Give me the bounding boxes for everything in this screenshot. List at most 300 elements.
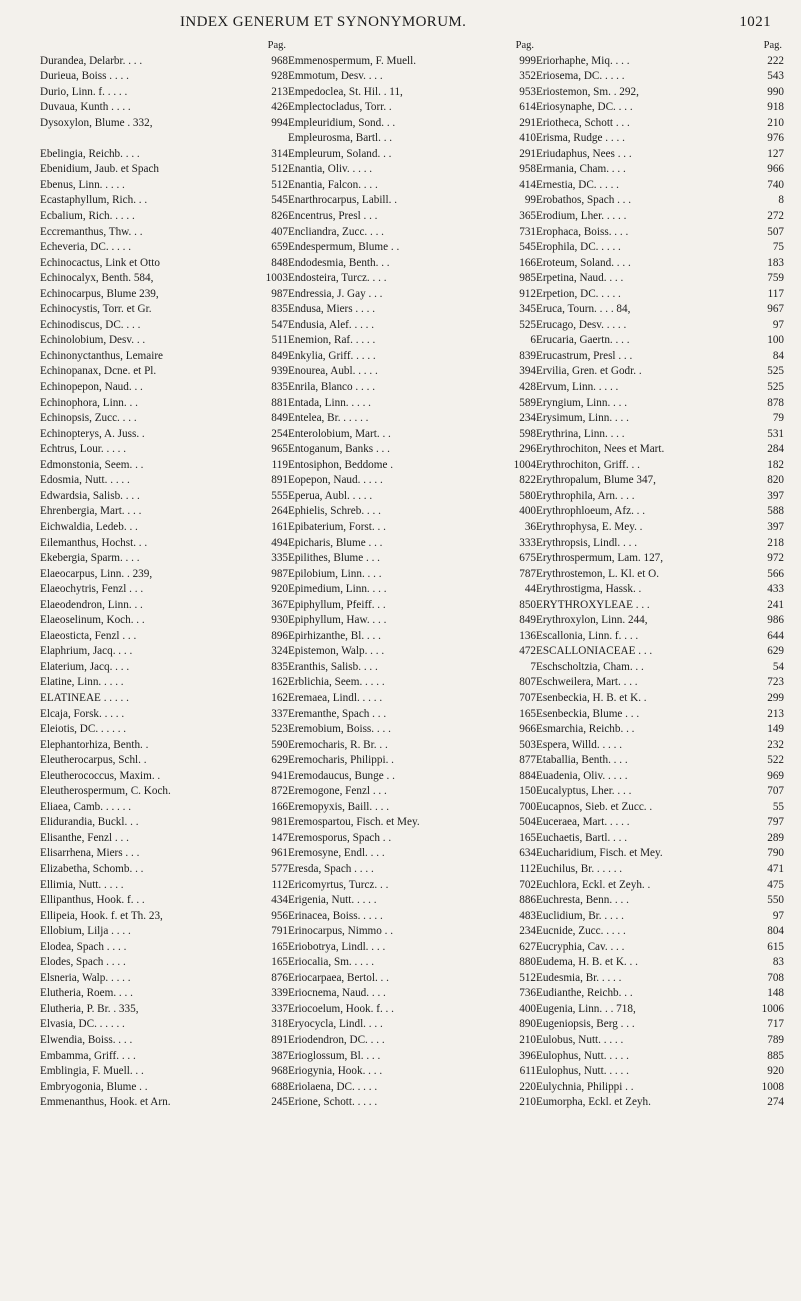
index-entry: [288, 924, 536, 940]
entry-page: 675: [519, 552, 536, 565]
entry-page: 981: [271, 816, 288, 829]
entry-name: Erythrophysa, E. Mey. .: [536, 520, 643, 533]
index-entry: [40, 769, 288, 785]
entry-page: 968: [271, 54, 288, 67]
entry-name: Eremodaucus, Bunge . .: [288, 769, 395, 782]
entry-page: 790: [767, 847, 784, 860]
index-entry: [288, 364, 536, 380]
entry-name: Echinocactus, Link et Otto: [40, 256, 160, 269]
index-entry: [40, 411, 288, 427]
index-entry: [536, 815, 784, 831]
entry-name: Erucaria, Gaertn. . . .: [536, 334, 630, 347]
entry-page: 210: [767, 116, 784, 129]
index-entry: [288, 69, 536, 85]
entry-name: Elidurandia, Buckl. . .: [40, 816, 139, 829]
entry-page: 723: [767, 676, 784, 689]
entry-page: 577: [271, 862, 288, 875]
index-entry: [40, 567, 288, 583]
entry-page: 849: [271, 349, 288, 362]
entry-page: 789: [767, 1034, 784, 1046]
index-entry: [40, 162, 288, 178]
entry-page: 707: [519, 691, 536, 704]
index-entry: [40, 536, 288, 552]
index-entry: [288, 738, 536, 754]
index-entry: [40, 1049, 288, 1065]
entry-page: 688: [271, 1080, 288, 1093]
entry-name: Erodium, Lher. . . . .: [536, 210, 627, 223]
entry-page: 397: [767, 520, 784, 533]
entry-page: 232: [767, 738, 784, 751]
entry-page: 928: [271, 70, 288, 83]
entry-page: 99: [524, 194, 536, 207]
entry-name: Eriocoelum, Hook. f. . .: [288, 1002, 394, 1015]
index-entry: [536, 333, 784, 349]
entry-name: Eilemanthus, Hochst. . .: [40, 536, 148, 549]
entry-page: 820: [767, 474, 784, 487]
entry-name: Eremosporus, Spach . .: [288, 831, 392, 844]
index-entry: [40, 598, 288, 614]
entry-page: 284: [767, 443, 784, 456]
index-entry: [40, 271, 288, 287]
entry-page: 162: [271, 691, 288, 704]
entry-name: Enemion, Raf. . . . .: [288, 334, 376, 347]
entry-name: Ericomyrtus, Turcz. . .: [288, 878, 389, 891]
entry-page: 254: [271, 427, 288, 440]
entry-page: 707: [767, 785, 784, 798]
entry-name: Duvaua, Kunth . . . .: [40, 101, 131, 114]
entry-name: Ebelingia, Reichb. . . .: [40, 147, 140, 160]
entry-page: 333: [519, 536, 536, 549]
index-entry: [536, 738, 784, 754]
index-entry: [40, 753, 288, 769]
entry-page: 1006: [761, 1002, 784, 1015]
entry-name: Encentrus, Presl . . .: [288, 210, 378, 223]
index-entry: [40, 784, 288, 800]
entry-page: 807: [519, 676, 536, 689]
entry-page: 165: [271, 940, 288, 953]
entry-page: 969: [767, 769, 784, 782]
entry-page: 112: [271, 878, 288, 891]
index-entry: [536, 629, 784, 645]
entry-name: Echinolobium, Desv. . .: [40, 334, 146, 347]
entry-name: Eccremanthus, Thw. . .: [40, 225, 143, 238]
index-entry: [40, 1002, 288, 1018]
index-entry: [288, 582, 536, 598]
entry-name: Euadenia, Oliv. . . . .: [536, 769, 628, 782]
index-entry: [40, 504, 288, 520]
entry-name: Elodes, Spach . . . .: [40, 956, 126, 969]
entry-name: Ecbalium, Rich. . . . .: [40, 210, 135, 223]
entry-name: Emmotum, Desv. . . .: [288, 70, 383, 83]
entry-page: 1003: [265, 272, 288, 285]
entry-page: 999: [519, 54, 536, 67]
entry-page: 166: [519, 256, 536, 269]
entry-name: Embamma, Griff. . . .: [40, 1049, 136, 1062]
entry-page: 234: [519, 412, 536, 425]
index-entry: [536, 831, 784, 847]
entry-page: 272: [767, 210, 784, 223]
index-entry: [288, 1049, 536, 1065]
entry-page: 296: [519, 443, 536, 456]
index-entry: [40, 396, 288, 412]
entry-page: 547: [271, 318, 288, 331]
index-entry: [536, 364, 784, 380]
index-entry: [40, 707, 288, 723]
entry-page: 956: [271, 909, 288, 922]
entry-page: 920: [767, 1065, 784, 1078]
entry-name: Eucalyptus, Lher. . . .: [536, 785, 632, 798]
page-header: [40, 14, 771, 36]
entry-name: Eulophus, Nutt. . . . .: [536, 1065, 629, 1078]
index-entry: [288, 784, 536, 800]
entry-page: 525: [767, 381, 784, 394]
entry-name: Embryogonia, Blume . .: [40, 1080, 148, 1093]
entry-page: 804: [767, 925, 784, 938]
entry-page: 555: [271, 489, 288, 502]
entry-name: Echinophora, Linn. . .: [40, 396, 138, 409]
entry-name: Endespermum, Blume . .: [288, 241, 400, 254]
entry-page: 264: [271, 505, 288, 518]
entry-name: Eudema, H. B. et K. . .: [536, 956, 638, 969]
entry-page: 990: [767, 85, 784, 98]
entry-page: 849: [271, 412, 288, 425]
entry-name: Eremaea, Lindl. . . . .: [288, 691, 383, 704]
entry-name: Eremopyxis, Baill. . . .: [288, 800, 389, 813]
entry-name: Edwardsia, Salisb. . . .: [40, 489, 140, 502]
index-entry: [40, 240, 288, 256]
entry-page: 339: [271, 987, 288, 1000]
entry-name: Emplectocladus, Torr. .: [288, 101, 392, 114]
entry-page: 434: [271, 894, 288, 907]
index-entry: [288, 318, 536, 334]
index-entry: [536, 722, 784, 738]
index-entry: [288, 800, 536, 816]
entry-page: 994: [271, 116, 288, 129]
entry-page: 117: [767, 287, 784, 300]
entry-page: 876: [271, 971, 288, 984]
entry-name: Elvasia, DC. . . . . .: [40, 1018, 125, 1031]
index-entry: [40, 225, 288, 241]
entry-page: 136: [519, 629, 536, 642]
entry-name: Erisma, Rudge . . . .: [536, 132, 625, 145]
entry-page: 523: [271, 723, 288, 736]
entry-name: Erophaca, Boiss. . . .: [536, 225, 629, 238]
entry-name: Euclidium, Br. . . . .: [536, 909, 624, 922]
index-entry: [288, 209, 536, 225]
entry-page: 872: [271, 785, 288, 798]
entry-name: Esenbeckia, H. B. et K. .: [536, 691, 647, 704]
index-entry: [40, 675, 288, 691]
index-entry: [536, 411, 784, 427]
index-entry: [288, 971, 536, 987]
entry-name: Elsneria, Walp. . . . .: [40, 971, 131, 984]
entry-page: 987: [271, 287, 288, 300]
entry-name: Endosteira, Turcz. . . .: [288, 272, 387, 285]
index-entry: [40, 722, 288, 738]
index-entry: [536, 893, 784, 909]
entry-page: 433: [767, 583, 784, 596]
index-entry: [536, 69, 784, 85]
entry-page: 352: [519, 70, 536, 83]
entry-name: Epistemon, Walp. . . .: [288, 645, 385, 658]
index-entry: [536, 209, 784, 225]
index-entry: [536, 924, 784, 940]
entry-page: 147: [271, 831, 288, 844]
index-entry: [536, 644, 784, 660]
entry-page: 337: [271, 707, 288, 720]
index-entry: [288, 660, 536, 676]
entry-page: 222: [767, 54, 784, 67]
entry-name: Eremanthe, Spach . . .: [288, 707, 387, 720]
entry-name: Eriocalia, Sm. . . . .: [288, 956, 375, 969]
index-entry: [40, 800, 288, 816]
entry-page: 885: [767, 1049, 784, 1062]
entry-name: Entosiphon, Beddome .: [288, 458, 394, 471]
entry-name: Eriosynaphe, DC. . . .: [536, 101, 633, 114]
index-entry: [40, 660, 288, 676]
entry-page: 426: [271, 101, 288, 114]
index-entry: [40, 520, 288, 536]
entry-name: Eriodendron, DC. . . .: [288, 1034, 385, 1046]
index-entry: [288, 955, 536, 971]
entry-name: Eryocycla, Lindl. . . .: [288, 1018, 383, 1031]
entry-page: 543: [767, 70, 784, 83]
entry-name: Epicharis, Blume . . .: [288, 536, 383, 549]
index-entry: [40, 85, 288, 101]
entry-page: 314: [271, 147, 288, 160]
entry-page: 886: [519, 894, 536, 907]
entry-page: 55: [772, 800, 784, 813]
entry-page: 896: [271, 629, 288, 642]
entry-name: Erinacea, Boiss. . . . .: [288, 909, 383, 922]
index-entry: [288, 1095, 536, 1111]
entry-page: 149: [767, 723, 784, 736]
index-entry: [288, 178, 536, 194]
entry-page: 165: [519, 831, 536, 844]
index-entry: [288, 225, 536, 241]
entry-page: 759: [767, 272, 784, 285]
entry-page: 512: [519, 971, 536, 984]
index-entry: [40, 318, 288, 334]
entry-page: 589: [519, 396, 536, 409]
entry-page: 920: [271, 583, 288, 596]
entry-page: 939: [271, 365, 288, 378]
index-entry: [536, 396, 784, 412]
entry-page: 961: [271, 847, 288, 860]
entry-name: Erblichia, Seem. . . . .: [288, 676, 385, 689]
entry-page: 367: [271, 598, 288, 611]
entry-page: 410: [519, 132, 536, 145]
entry-page: 299: [767, 691, 784, 704]
index-entry: [288, 893, 536, 909]
entry-page: 396: [519, 1049, 536, 1062]
entry-name: Erobathos, Spach . . .: [536, 194, 632, 207]
entry-name: Eliaea, Camb. . . . . .: [40, 800, 132, 813]
entry-name: Ervum, Linn. . . . .: [536, 381, 619, 394]
index-column-1: [40, 38, 288, 1111]
entry-name: Edosmia, Nutt. . . . .: [40, 474, 130, 487]
index-entry: [536, 1064, 784, 1080]
entry-page: 504: [519, 816, 536, 829]
entry-name: [40, 131, 286, 147]
entry-page: 150: [519, 785, 536, 798]
entry-name: Eresda, Spach . . . .: [288, 862, 374, 875]
index-entry: [536, 582, 784, 598]
index-entry: [536, 940, 784, 956]
entry-page: 891: [271, 1034, 288, 1046]
running-title: INDEX GENERUM ET SYNONYMORUM.: [180, 14, 467, 30]
index-entry: [288, 333, 536, 349]
index-entry: [288, 691, 536, 707]
entry-page: 161: [271, 520, 288, 533]
index-entry: [40, 831, 288, 847]
entry-name: Euchlora, Eckl. et Zeyh. .: [536, 878, 651, 891]
entry-name: Elaterium, Jacq. . . .: [40, 660, 130, 673]
entry-name: Elatine, Linn. . . . .: [40, 676, 124, 689]
index-entry: [40, 644, 288, 660]
index-entry: [288, 256, 536, 272]
entry-name: Eriolaena, DC. . . . .: [288, 1080, 378, 1093]
entry-name: Durandea, Delarbr. . . .: [40, 54, 143, 67]
entry-page: 471: [767, 862, 784, 875]
entry-name: Echinocarpus, Blume 239,: [40, 287, 159, 300]
entry-page: 848: [271, 256, 288, 269]
entry-page: 394: [519, 365, 536, 378]
index-entry: [536, 85, 784, 101]
entry-name: Erpetion, DC. . . . .: [536, 287, 621, 300]
entry-name: Eudianthe, Reichb. . .: [536, 987, 633, 1000]
entry-name: Eleiotis, DC. . . . . .: [40, 723, 127, 736]
index-entry: [536, 520, 784, 536]
entry-name: Eremocharis, Philippi. .: [288, 754, 394, 767]
entry-name: Elaeocarpus, Linn. . 239,: [40, 567, 153, 580]
index-entry: [536, 116, 784, 132]
index-entry: [40, 302, 288, 318]
index-entry: [288, 489, 536, 505]
entry-name: Entada, Linn. . . . .: [288, 396, 371, 409]
entry-name: Ellimia, Nutt. . . . .: [40, 878, 124, 891]
index-entry: [40, 178, 288, 194]
index-entry: [288, 162, 536, 178]
entry-name: Ebenidium, Jaub. et Spach: [40, 163, 159, 176]
index-entry: [40, 629, 288, 645]
entry-page: 345: [519, 303, 536, 316]
entry-page: 83: [772, 956, 784, 969]
index-entry: [288, 271, 536, 287]
entry-page: 165: [271, 956, 288, 969]
entry-page: 213: [767, 707, 784, 720]
entry-page: 112: [519, 862, 536, 875]
index-entry: [40, 940, 288, 956]
entry-page: 274: [767, 1096, 784, 1109]
index-entry: [40, 69, 288, 85]
entry-page: 731: [519, 225, 536, 238]
entry-name: Erpetina, Naud. . . .: [536, 272, 624, 285]
entry-name: Eperua, Aubl. . . . .: [288, 489, 373, 502]
index-entry: [40, 815, 288, 831]
entry-page: 183: [767, 256, 784, 269]
entry-page: 884: [519, 769, 536, 782]
index-entry: [40, 1033, 288, 1049]
index-entry: [536, 287, 784, 303]
index-entry: [288, 116, 536, 132]
entry-name: Durio, Linn. f. . . . .: [40, 85, 128, 98]
entry-page: 166: [271, 800, 288, 813]
entry-name: Elaeodendron, Linn. . .: [40, 598, 143, 611]
entry-page: 627: [519, 940, 536, 953]
index-entry: [536, 442, 784, 458]
entry-name: Enkylia, Griff. . . . .: [288, 349, 376, 362]
entry-page: 881: [271, 396, 288, 409]
index-entry: [536, 225, 784, 241]
index-entry: [40, 1080, 288, 1096]
index-entry: [536, 986, 784, 1002]
index-entry: [40, 971, 288, 987]
entry-name: Erythrospermum, Lam. 127,: [536, 552, 664, 565]
index-entry: [536, 800, 784, 816]
entry-name: Eriorhaphe, Miq. . . .: [536, 54, 630, 67]
entry-name: Endusia, Alef. . . . .: [288, 318, 375, 331]
entry-name: Eremosyne, Endl. . . .: [288, 847, 385, 860]
entry-name: Eranthis, Salisb. . . .: [288, 660, 378, 673]
entry-name: Emblingia, F. Muell. . .: [40, 1065, 144, 1078]
entry-name: Eschscholtzia, Cham. . .: [536, 660, 644, 673]
entry-name: Eriocarpaea, Bertol. . .: [288, 971, 389, 984]
entry-page: 400: [519, 505, 536, 518]
index-entry: [288, 551, 536, 567]
entry-name: Erione, Schott. . . . .: [288, 1096, 378, 1109]
entry-page: 241: [767, 598, 784, 611]
entry-page: 97: [772, 909, 784, 922]
index-entry: [40, 893, 288, 909]
entry-name: Entoganum, Banks . . .: [288, 443, 390, 456]
entry-name: Emmenanthus, Hook. et Arn.: [40, 1096, 171, 1109]
entry-page: 972: [767, 552, 784, 565]
pag-label: Pag.: [763, 40, 782, 51]
entry-name: Echinopanax, Dcne. et Pl.: [40, 365, 157, 378]
index-entry: [536, 302, 784, 318]
index-entry: [40, 193, 288, 209]
entry-name: Empleurosma, Bartl. . .: [288, 132, 393, 145]
index-entry: [536, 598, 784, 614]
entry-page: 525: [767, 365, 784, 378]
entry-page: 966: [519, 723, 536, 736]
index-entry: [40, 1095, 288, 1111]
entry-page: 702: [519, 878, 536, 891]
entry-page: 291: [519, 116, 536, 129]
index-entry: [536, 862, 784, 878]
entry-page: 512: [271, 178, 288, 191]
entry-name: Ervilia, Gren. et Godr. .: [536, 365, 642, 378]
index-entry: [40, 986, 288, 1002]
index-entry: [536, 1033, 784, 1049]
entry-page: 494: [271, 536, 288, 549]
entry-name: Enantia, Oliv. . . . .: [288, 163, 373, 176]
entry-page: 797: [767, 816, 784, 829]
entry-name: Elwendia, Boiss. . . .: [40, 1034, 133, 1046]
entry-page: 717: [767, 1018, 784, 1031]
entry-name: Erythrostigma, Hassk. .: [536, 583, 642, 596]
index-entry: [288, 769, 536, 785]
index-entry: [288, 598, 536, 614]
entry-name: Eulychnia, Philippi . .: [536, 1080, 634, 1093]
index-entry: [40, 489, 288, 505]
entry-page: 1004: [513, 458, 536, 471]
index-entry: [40, 924, 288, 940]
entry-name: Echtrus, Lour. . . . .: [40, 443, 127, 456]
page-number: 1021: [739, 14, 771, 30]
entry-name: Durieua, Boiss . . . .: [40, 70, 129, 83]
